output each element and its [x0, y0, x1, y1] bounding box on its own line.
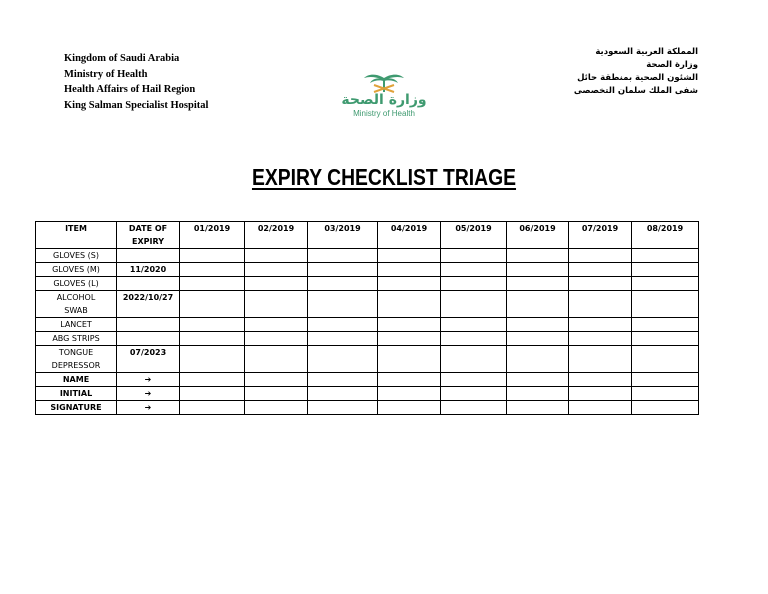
item-name-cell: ALCOHOL SWAB — [36, 291, 117, 318]
arrow-right-icon: ➔ — [117, 401, 180, 415]
header-left-line-region: Health Affairs of Hail Region — [64, 84, 196, 95]
table-row — [36, 318, 699, 332]
item-name-cell: TONGUE DEPRESSOR — [36, 346, 117, 373]
expiry-date-cell: 2022/10/27 — [117, 291, 180, 318]
check-cell[interactable] — [378, 346, 441, 373]
check-cell[interactable] — [507, 263, 569, 277]
check-cell[interactable] — [632, 263, 699, 277]
check-cell[interactable] — [245, 249, 308, 263]
check-cell[interactable] — [180, 332, 245, 346]
check-cell[interactable] — [180, 387, 245, 401]
check-cell[interactable] — [180, 277, 245, 291]
month-column-header: 02/2019 — [245, 222, 308, 249]
check-cell[interactable] — [308, 263, 378, 277]
check-cell[interactable] — [308, 387, 378, 401]
month-column-header: 03/2019 — [308, 222, 378, 249]
check-cell[interactable] — [569, 387, 632, 401]
check-cell[interactable] — [507, 346, 569, 373]
check-cell[interactable] — [308, 318, 378, 332]
check-cell[interactable] — [632, 346, 699, 373]
expiry-date-cell: 11/2020 — [117, 263, 180, 277]
expiry-date-cell — [117, 277, 180, 291]
month-column-header: 08/2019 — [632, 222, 699, 249]
check-cell[interactable] — [569, 373, 632, 387]
check-cell[interactable] — [632, 277, 699, 291]
check-cell[interactable] — [180, 346, 245, 373]
header-left — [64, 51, 208, 113]
signature-row — [36, 401, 699, 415]
check-cell[interactable] — [245, 346, 308, 373]
check-cell[interactable] — [245, 387, 308, 401]
check-cell[interactable] — [308, 249, 378, 263]
check-cell[interactable] — [245, 373, 308, 387]
check-cell[interactable] — [308, 346, 378, 373]
check-cell[interactable] — [441, 249, 507, 263]
check-cell[interactable] — [441, 318, 507, 332]
table-row — [36, 332, 699, 346]
table-row — [36, 277, 699, 291]
check-cell[interactable] — [378, 387, 441, 401]
check-cell[interactable] — [245, 401, 308, 415]
check-cell[interactable] — [441, 346, 507, 373]
check-cell[interactable] — [507, 373, 569, 387]
check-cell[interactable] — [632, 249, 699, 263]
item-column-header: ITEM — [36, 222, 117, 249]
expiry-date-cell: 07/2023 — [117, 346, 180, 373]
check-cell[interactable] — [308, 373, 378, 387]
table-row — [36, 263, 699, 277]
check-cell[interactable] — [569, 263, 632, 277]
check-cell[interactable] — [569, 401, 632, 415]
month-column-header: 01/2019 — [180, 222, 245, 249]
expiry-column-header: DATE OF EXPIRY — [117, 222, 180, 249]
month-column-header: 07/2019 — [569, 222, 632, 249]
item-name-cell: GLOVES (L) — [36, 277, 117, 291]
check-cell[interactable] — [378, 401, 441, 415]
ministry-logo — [334, 72, 434, 122]
check-cell[interactable] — [441, 263, 507, 277]
check-cell[interactable] — [569, 346, 632, 373]
check-cell[interactable] — [632, 373, 699, 387]
check-cell[interactable] — [378, 263, 441, 277]
check-cell[interactable] — [245, 332, 308, 346]
item-name-cell: GLOVES (M) — [36, 263, 117, 277]
check-cell[interactable] — [180, 249, 245, 263]
check-cell[interactable] — [632, 291, 699, 318]
check-cell[interactable] — [569, 277, 632, 291]
expiry-date-cell — [117, 332, 180, 346]
header-right-line-country: المملكة العربية السعودية — [595, 47, 698, 57]
expiry-checklist-table — [35, 221, 699, 415]
check-cell[interactable] — [378, 249, 441, 263]
month-column-header: 06/2019 — [507, 222, 569, 249]
check-cell[interactable] — [245, 318, 308, 332]
check-cell[interactable] — [441, 332, 507, 346]
check-cell[interactable] — [245, 263, 308, 277]
item-name-cell: LANCET — [36, 318, 117, 332]
check-cell[interactable] — [378, 291, 441, 318]
table-header-row — [36, 222, 699, 249]
check-cell[interactable] — [569, 249, 632, 263]
header-left-line-country: Kingdom of Saudi Arabia — [64, 53, 180, 64]
check-cell[interactable] — [308, 277, 378, 291]
check-cell[interactable] — [180, 318, 245, 332]
check-cell[interactable] — [632, 401, 699, 415]
check-cell[interactable] — [507, 401, 569, 415]
check-cell[interactable] — [308, 332, 378, 346]
expiry-date-cell — [117, 318, 180, 332]
check-cell[interactable] — [569, 332, 632, 346]
check-cell[interactable] — [507, 277, 569, 291]
check-cell[interactable] — [308, 401, 378, 415]
header-right — [574, 46, 698, 98]
month-column-header: 05/2019 — [441, 222, 507, 249]
item-name-cell: GLOVES (S) — [36, 249, 117, 263]
check-cell[interactable] — [245, 291, 308, 318]
table-row — [36, 346, 699, 373]
check-cell[interactable] — [180, 263, 245, 277]
check-cell[interactable] — [308, 291, 378, 318]
check-cell[interactable] — [507, 318, 569, 332]
name-row — [36, 373, 699, 387]
arrow-right-icon: ➔ — [117, 373, 180, 387]
logo-english-text: Ministry of Health — [353, 109, 415, 118]
check-cell[interactable] — [632, 387, 699, 401]
check-cell[interactable] — [441, 291, 507, 318]
page-title: EXPIRY CHECKLIST TRIAGE — [251, 164, 517, 190]
name-label: NAME — [36, 373, 117, 387]
check-cell[interactable] — [378, 277, 441, 291]
check-cell[interactable] — [569, 318, 632, 332]
check-cell[interactable] — [378, 318, 441, 332]
check-cell[interactable] — [245, 277, 308, 291]
initial-label: INITIAL — [36, 387, 117, 401]
check-cell[interactable] — [441, 277, 507, 291]
logo-arabic-text: وزارة الصحة — [341, 92, 427, 108]
check-cell[interactable] — [569, 291, 632, 318]
check-cell[interactable] — [507, 249, 569, 263]
check-cell[interactable] — [632, 318, 699, 332]
check-cell[interactable] — [180, 373, 245, 387]
check-cell[interactable] — [180, 401, 245, 415]
check-cell[interactable] — [441, 401, 507, 415]
check-cell[interactable] — [180, 291, 245, 318]
check-cell[interactable] — [507, 291, 569, 318]
header-left-line-ministry: Ministry of Health — [64, 68, 148, 80]
signature-label: SIGNATURE — [36, 401, 117, 415]
check-cell[interactable] — [441, 373, 507, 387]
header-right-line-ministry: وزارة الصحة — [646, 60, 698, 70]
check-cell[interactable] — [378, 373, 441, 387]
check-cell[interactable] — [441, 387, 507, 401]
check-cell[interactable] — [507, 332, 569, 346]
header-right-line-hospital: شفى الملك سلمان التخصصى — [573, 86, 698, 96]
initial-row — [36, 387, 699, 401]
header-right-line-region: الشئون الصحية بمنطقة حائل — [577, 73, 698, 83]
arrow-right-icon: ➔ — [117, 387, 180, 401]
check-cell[interactable] — [507, 387, 569, 401]
item-name-cell: ABG STRIPS — [36, 332, 117, 346]
header-left-line-hospital: King Salman Specialist Hospital — [64, 99, 209, 111]
month-column-header: 04/2019 — [378, 222, 441, 249]
check-cell[interactable] — [632, 332, 699, 346]
table-row — [36, 249, 699, 263]
check-cell[interactable] — [378, 332, 441, 346]
table-row — [36, 291, 699, 318]
expiry-date-cell — [117, 249, 180, 263]
